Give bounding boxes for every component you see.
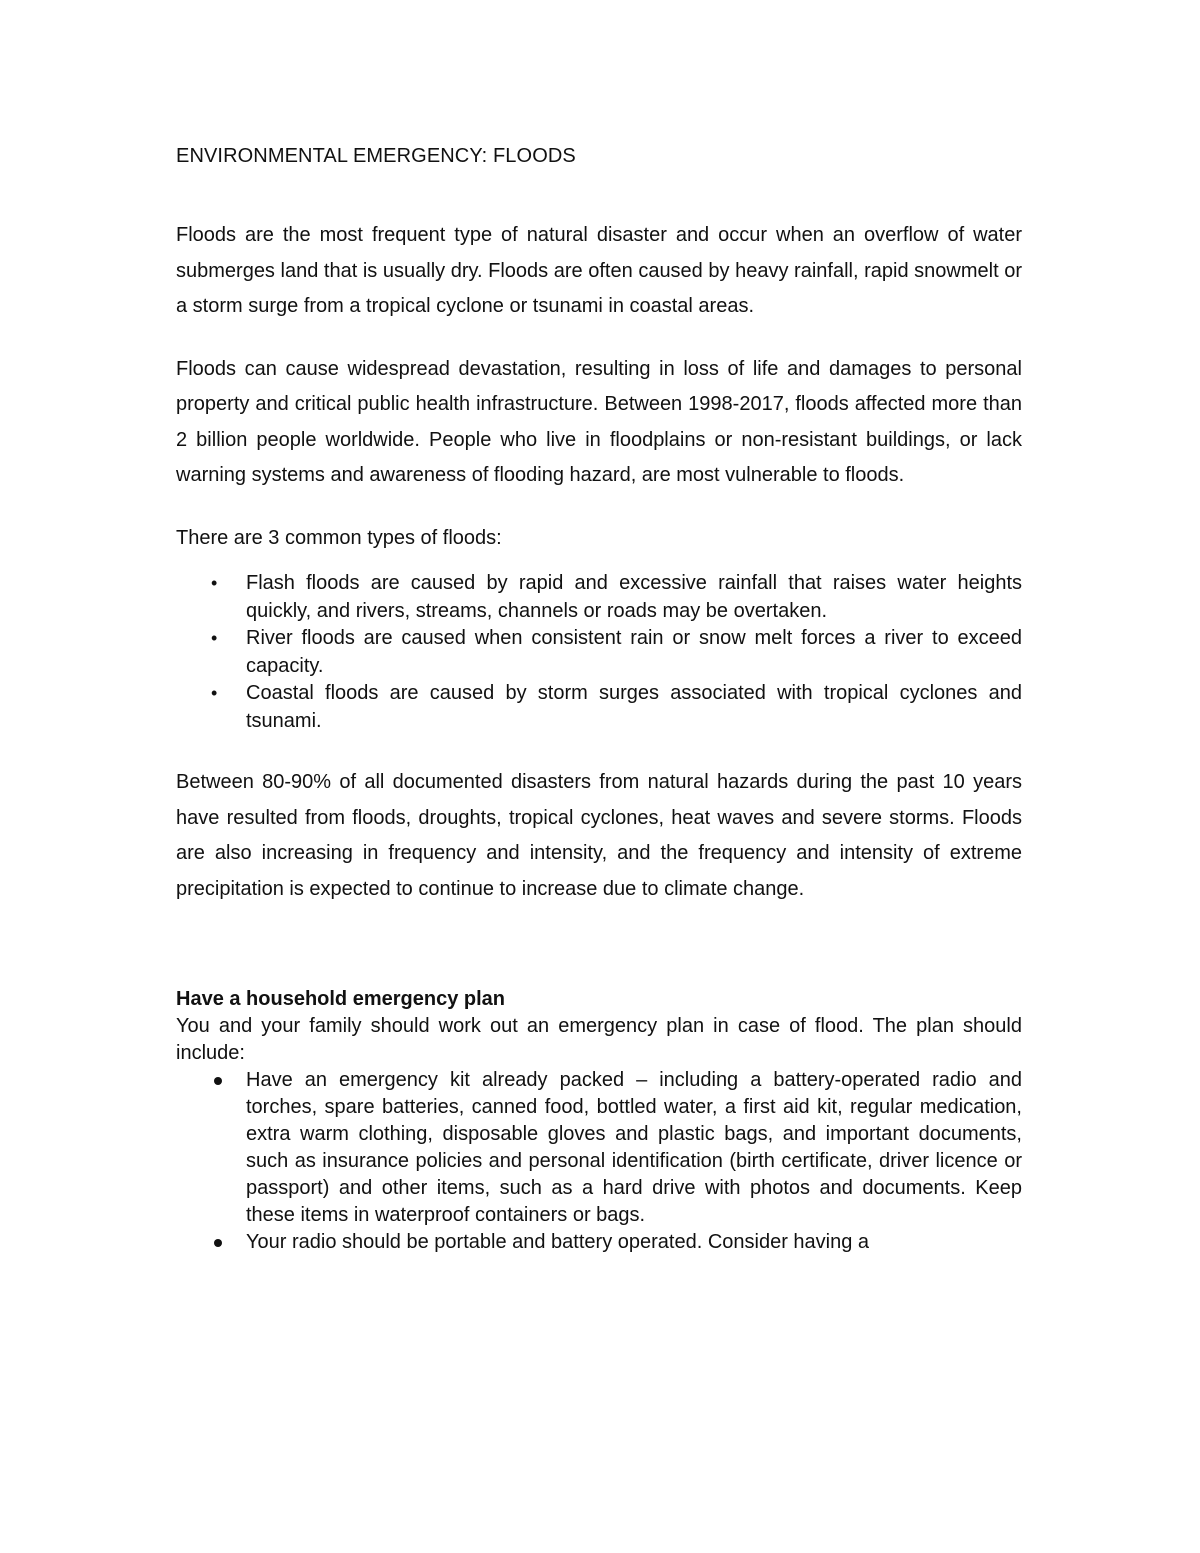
list-item: [176, 570, 1022, 625]
plan-list: [176, 1067, 1022, 1256]
bullet-icon: •: [211, 573, 218, 593]
bullet-icon: •: [211, 683, 218, 703]
flood-type-coastal: Coastal floods are caused by storm surges associated with tropical cyclones and tsunami.: [246, 682, 1022, 732]
paragraph-statistics: Between 80-90% of all documented disasters from natural hazards during the past 10 years have resulted from floods, droughts, tropical cyclones, heat waves and severe storms. Floods are also increasing in frequency and intensity, and the frequency and intensity of extreme precipitation is expected to continue to increase due to climate change.: [176, 771, 1022, 900]
plan-intro: You and your family should work out an emergency plan in case of flood. The plan should include:: [176, 1015, 1022, 1064]
plan-item-radio: Your radio should be portable and battery operated. Consider having a: [246, 1231, 870, 1253]
section-spacer: [176, 934, 1022, 986]
bullet-dot-icon: [214, 1239, 222, 1247]
bullet-icon: •: [211, 628, 218, 648]
flood-types-intro: There are 3 common types of floods:: [176, 526, 502, 549]
list-item: [176, 1067, 1022, 1229]
plan-item-kit: Have an emergency kit already packed – including a battery-operated radio and torches, spare batteries, canned food, bottled water, a first aid kit, regular medication, extra warm clothing, disposable gloves and plastic bags, and important documents, such as insurance policies and personal identification (birth certificate, driver licence or passport) and other items, such as a hard drive with photos and documents. Keep these items in waterproof containers or bags.: [246, 1069, 1022, 1226]
list-item: [176, 680, 1022, 735]
flood-type-flash: Flash floods are caused by rapid and excessive rainfall that raises water heights quickly, and rivers, streams, channels or roads may be overtaken.: [246, 572, 1022, 622]
list-item: [176, 625, 1022, 680]
document-title: ENVIRONMENTAL EMERGENCY: FLOODS: [176, 145, 576, 167]
list-item: [176, 1229, 1022, 1256]
bullet-dot-icon: [214, 1077, 222, 1085]
section-heading: Have a household emergency plan: [176, 988, 505, 1010]
flood-types-list: [176, 570, 1022, 735]
flood-type-river: River floods are caused when consistent rain or snow melt forces a river to exceed capacity.: [246, 627, 1022, 677]
paragraph-definition: Floods are the most frequent type of natural disaster and occur when an overflow of water submerges land that is usually dry. Floods are often caused by heavy rainfall, rapid snowmelt or a storm surge from a tropical cyclone or tsunami in coastal areas.: [176, 224, 1022, 317]
paragraph-impact: Floods can cause widespread devastation, resulting in loss of life and damages to personal property and critical public health infrastructure. Between 1998-2017, floods affected more than 2 billion people worldwide. People who live in floodplains or non-resistant buildings, or lack warning systems and awareness of flooding hazard, are most vulnerable to floods.: [176, 357, 1022, 486]
document-page: [176, 140, 1022, 1256]
